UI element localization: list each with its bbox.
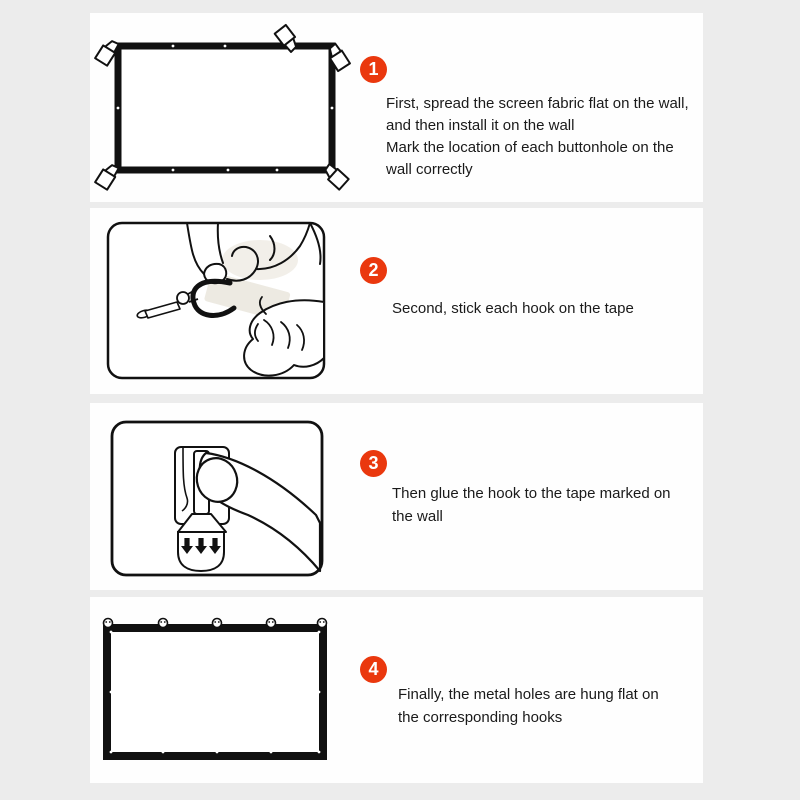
press-hook-diagram [90,403,440,590]
screen-frame [107,628,323,756]
screen-fabric-frame [118,46,332,170]
step-text-line: and then install it on the wall [386,117,575,134]
step-text-line: the wall [392,508,443,525]
step-number-badge: 1 [360,56,387,83]
step-panel-4 [90,597,703,783]
step-panel-3 [90,403,703,590]
step-number-badge: 2 [360,257,387,284]
step-panel-2 [90,208,703,394]
step-instructions [392,482,671,528]
step-text-line: Finally, the metal holes are hung flat on [398,686,659,703]
step-text-line: the corresponding hooks [398,709,563,726]
step-instructions [398,683,659,729]
step-number-badge: 3 [360,450,387,477]
step-text-line: First, spread the screen fabric flat on the wall, [386,95,689,112]
stick-hook-on-tape-diagram [90,208,440,394]
step-text-line: Second, stick each hook on the tape [392,300,634,317]
step-instructions [392,298,634,320]
step-panel-1 [90,13,703,202]
step-text-line: Then glue the hook to the tape marked on [392,485,671,502]
step-number-badge: 4 [360,656,387,683]
step-instructions [386,93,689,181]
step-text-line: Mark the location of each buttonhole on the [386,139,674,156]
step-text-line: wall correctly [386,161,473,178]
arrow-down-icons [181,538,221,554]
hung-screen-diagram [90,597,440,783]
